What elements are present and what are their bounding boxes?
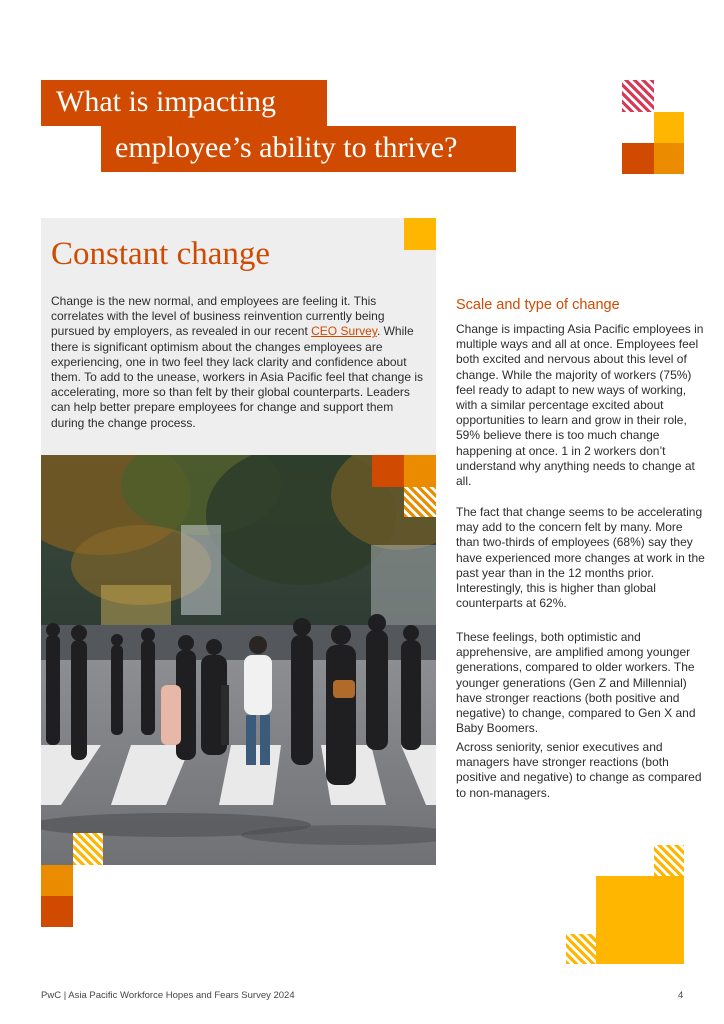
decor-square-orange — [622, 143, 654, 174]
decor-square-hatched-rose — [622, 80, 654, 112]
paragraph-2: The fact that change seems to be accelerating may add to the concern felt by many. More than two-thirds of employees (68%) say they have experienced more changes at work in the past year than in the 12 months prior. Interestingly, this is higher than global counterparts at 62%. — [456, 505, 705, 611]
decor-square-photo-hatched-bottom — [73, 833, 103, 865]
subsection-heading: Scale and type of change — [456, 297, 620, 313]
page-title-line-2: employee’s ability to thrive? — [101, 126, 516, 172]
section-heading: Constant change — [51, 236, 271, 272]
decor-square-bottom-left-orange — [41, 896, 73, 927]
decor-square-bottom-right-hatched-2 — [566, 934, 596, 964]
section-body — [51, 294, 427, 431]
paragraph-4: Across seniority, senior executives and managers have stronger reactions (both positive and negative) to change as compared to non-managers. — [456, 740, 702, 800]
decor-square-bottom-left-amber — [41, 865, 73, 896]
footer-text: PwC | Asia Pacific Workforce Hopes and Fears Survey 2024 — [41, 990, 295, 1001]
section-body-text-2: . While there is significant optimism about the changes employees are experiencing, one in two feel they lack clarity and confidence about them. To add to the unease, workers in Asia Pacific feel that change is accelerating, more so than felt by their global counterparts. Leaders can help better prepare employees for change and support them during the change process. — [51, 324, 423, 430]
paragraph-3: These feelings, both optimistic and apprehensive, are amplified among younger generations, compared to older workers. The younger generations (Gen Z and Millennial) have stronger reactions (both positive and negative) to change, compared to Gen X and Baby Boomers. — [456, 630, 696, 736]
section-body-text-1: Change is the new normal, and employees are feeling it. This correlates with the level of business reinvention currently being pursued by employers, as revealed in our recent — [51, 294, 385, 339]
page-title-line-1: What is impacting — [41, 80, 327, 126]
decor-square-bottom-right-yellow — [596, 876, 684, 964]
pedestrian-crosswalk-photo — [41, 455, 436, 865]
decor-square-bottom-right-hatched-1 — [654, 845, 684, 876]
decor-square-amber — [654, 143, 684, 174]
page-number: 4 — [678, 990, 684, 1001]
decor-square-panel-yellow — [404, 218, 436, 250]
paragraph-1: Change is impacting Asia Pacific employees in multiple ways and all at once. Employees feel both excited and nervous about this level of change. While the majority of workers (75%) feel ready to adapt to new ways of working, with a similar percentage excited about opportunities to learn and grow in their role, 59% believe there is too much change happening at once. 1 in 2 workers don’t understand why anything needs to change at all. — [456, 322, 704, 489]
decor-square-photo-hatched-top — [404, 487, 436, 517]
decor-square-yellow — [654, 112, 684, 143]
ceo-survey-link[interactable]: CEO Survey — [311, 324, 377, 339]
